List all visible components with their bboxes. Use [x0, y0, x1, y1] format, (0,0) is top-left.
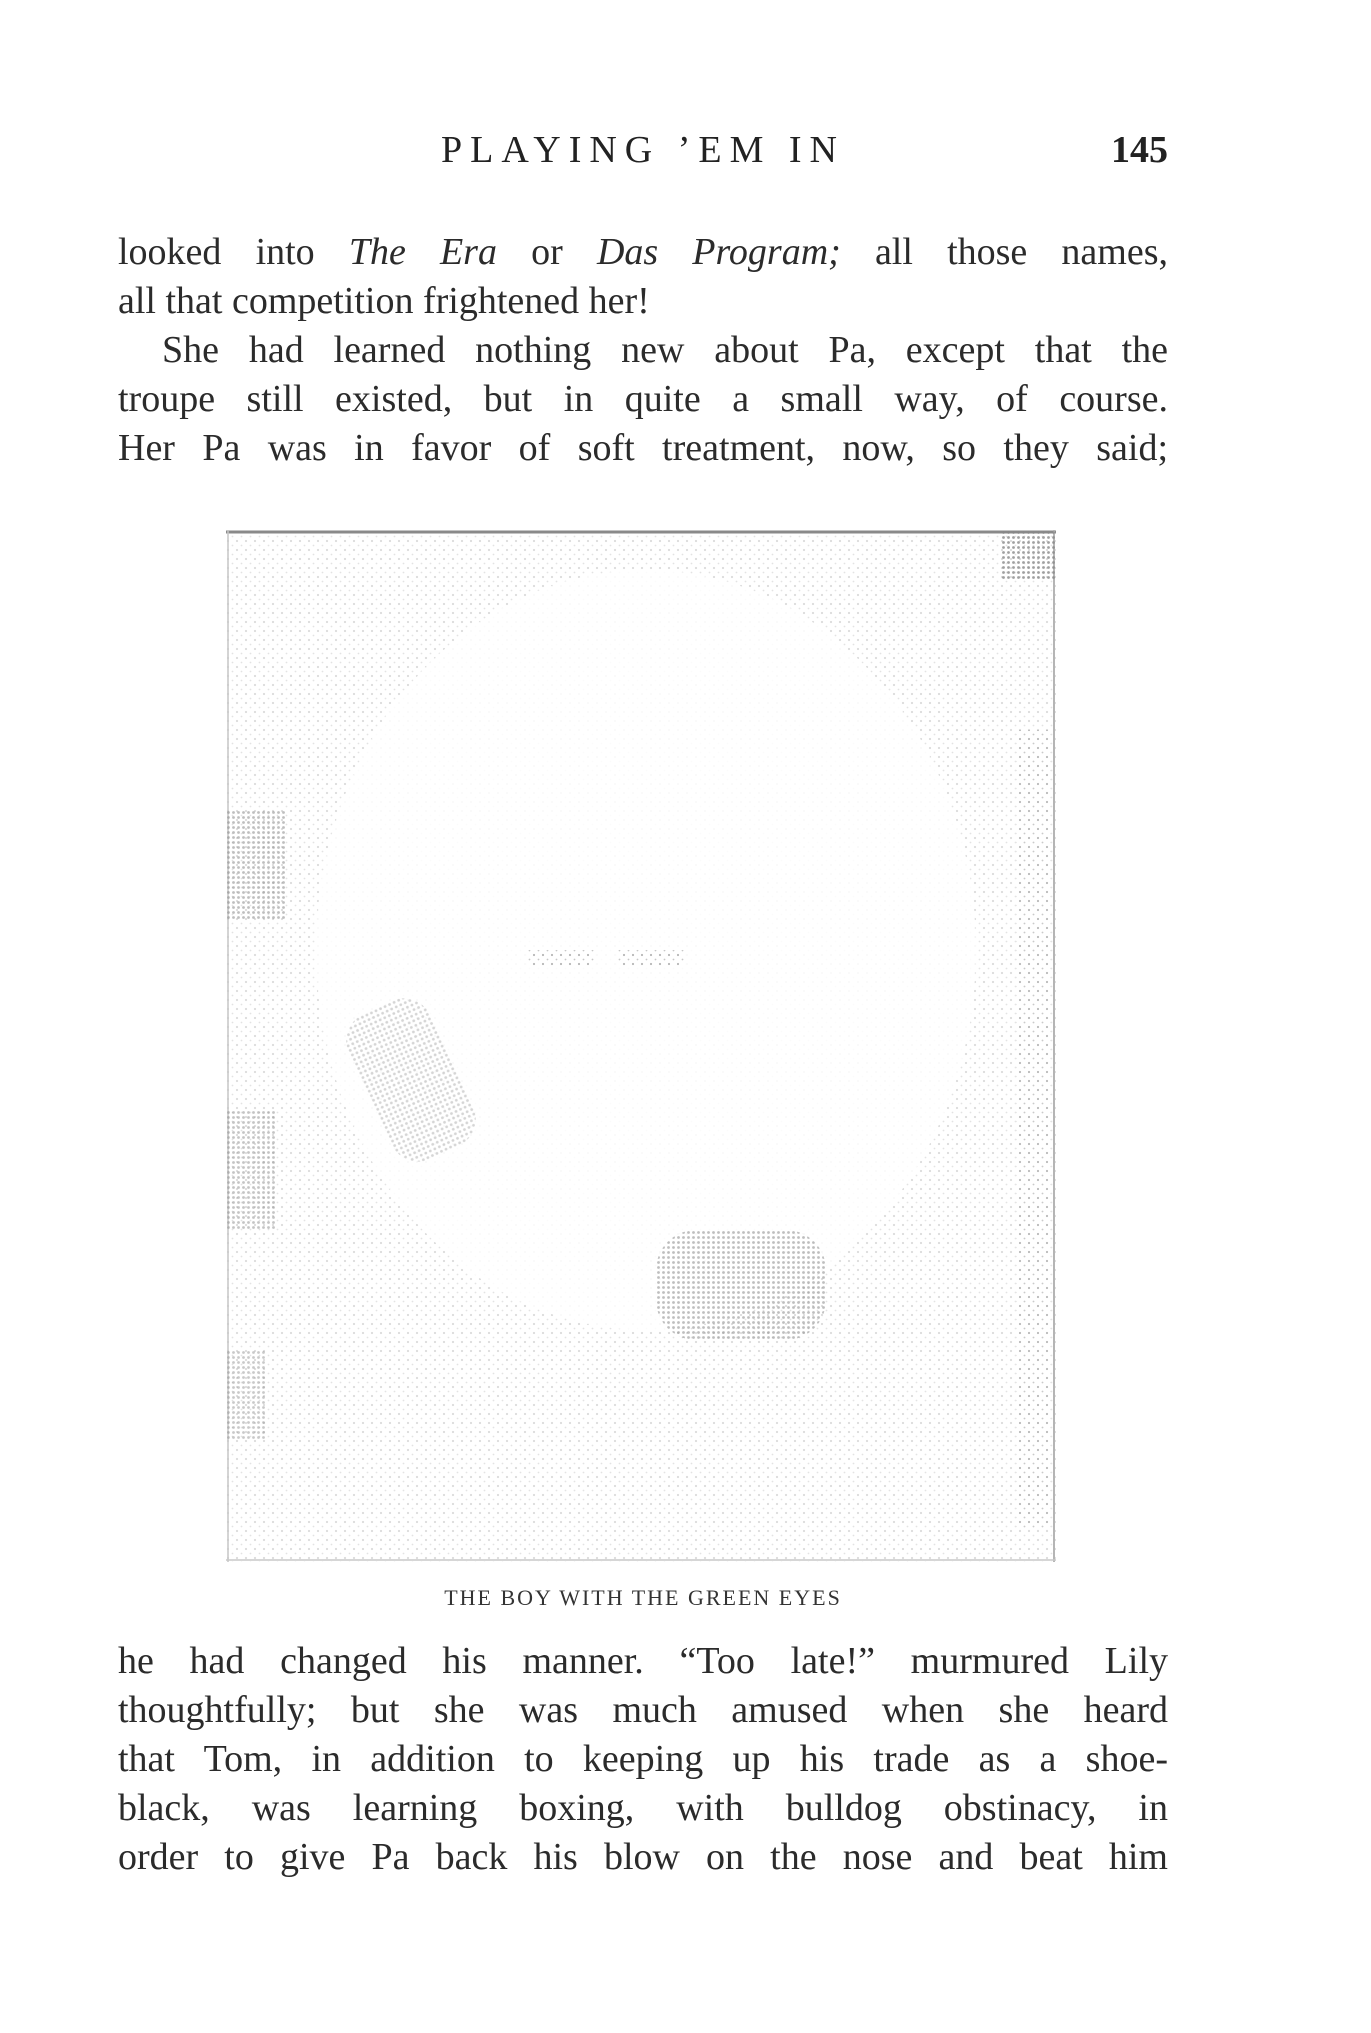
text-line: order to give Pa back his blow on the nose and beat him: [118, 1836, 1168, 1878]
illustration-image: [226, 530, 1056, 1562]
italic-title: Das Program;: [596, 231, 841, 273]
running-head: [118, 128, 1168, 178]
page-number: 145: [1111, 129, 1168, 171]
text-span: or: [496, 231, 597, 273]
running-title: PLAYING ’EM IN: [440, 129, 846, 171]
body-text-bottom: [118, 1637, 1168, 1882]
text-line: thoughtfully; but she was much amused when she heard: [118, 1689, 1168, 1731]
body-text-top: [118, 228, 1168, 473]
text-line: She had learned nothing new about Pa, except that the: [162, 329, 1168, 371]
text-line: black, was learning boxing, with bulldog obstinacy, in: [118, 1787, 1168, 1829]
figure-caption: THE BOY WITH THE GREEN EYES: [444, 1585, 842, 1610]
text-line: troupe still existed, but in quite a small way, of course.: [118, 378, 1168, 420]
text-span: all those names,: [840, 231, 1169, 273]
text-line: [118, 228, 1168, 277]
text-line: that Tom, in addition to keeping up his trade as a shoe-: [118, 1738, 1168, 1780]
text-line: he had changed his manner. “Too late!” murmured Lily: [118, 1640, 1168, 1682]
text-line: all that competition frightened her!: [118, 280, 650, 322]
illustration: [226, 530, 1056, 1562]
text-span: looked into: [118, 231, 349, 273]
italic-title: The Era: [348, 231, 497, 273]
text-line: Her Pa was in favor of soft treatment, now, so they said;: [118, 427, 1168, 469]
